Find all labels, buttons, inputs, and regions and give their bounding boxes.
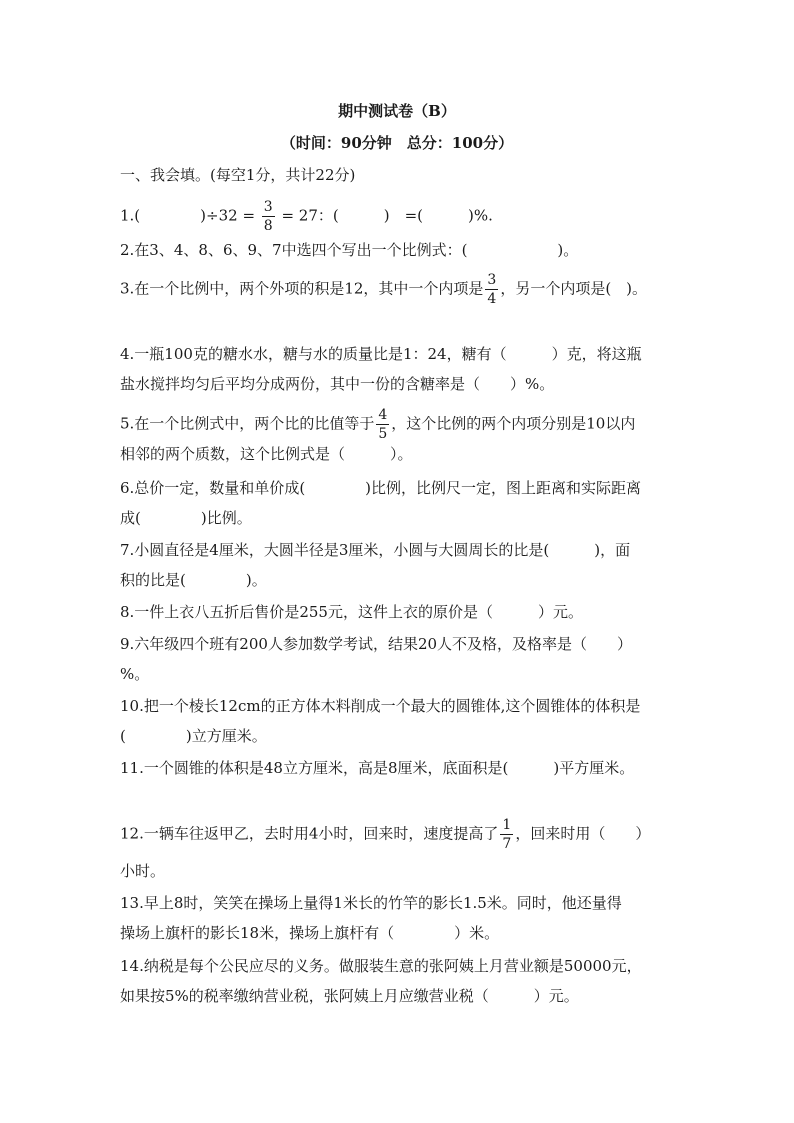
- question-14-line-2: 如果按5%的税率缴纳营业税，张阿姨上月应缴营业税（ ）元。: [120, 987, 579, 1005]
- question-7-line-2: 积的比是( )。: [120, 571, 267, 589]
- section-heading: 一、我会填。(每空1分，共计22分): [120, 166, 356, 184]
- question-12-post: ，回来时用（ ）: [515, 824, 651, 843]
- fraction-denominator: 7: [502, 836, 512, 852]
- question-1: [120, 200, 680, 233]
- question-13-line-1: 13.早上8时，笑笑在操场上量得1米长的竹竿的影长1.5米。同时，他还量得: [120, 894, 622, 912]
- question-2: 2.在3、4、8、6、9、7中选四个写出一个比例式：( )。: [120, 241, 579, 259]
- question-5-post: ，这个比例的两个内项分别是10以内: [391, 414, 636, 433]
- question-12-pre: 12.一辆车往返甲乙，去时用4小时，回来时，速度提高了: [120, 824, 499, 843]
- question-6-line-2: 成( )比例。: [120, 509, 252, 527]
- question-5-line-2: 相邻的两个质数，这个比例式是（ ）。: [120, 445, 413, 463]
- question-3-pre: 3.在一个比例中，两个外项的积是12，其中一个内项是: [120, 279, 484, 298]
- question-7-line-1: 7.小圆直径是4厘米，大圆半径是3厘米，小圆与大圆周长的比是( )，面: [120, 541, 631, 559]
- question-13-line-2: 操场上旗杆的影长18米，操场上旗杆有（ ）米。: [120, 924, 500, 942]
- exam-title: 期中测试卷（B）: [338, 102, 456, 120]
- question-3-post: ，另一个内项是( )。: [500, 279, 648, 298]
- question-5-line-1: [120, 408, 680, 441]
- question-1-pre: 1.( )÷32 =: [120, 206, 260, 225]
- question-10-line-1: 10.把一个棱长12cm的正方体木料削成一个最大的圆锥体,这个圆锥体的体积是: [120, 697, 641, 715]
- question-4-line-1: 4.一瓶100克的糖水水，糖与水的质量比是1：24，糖有（ ）克，将这瓶: [120, 345, 642, 363]
- question-12-line-1: [120, 818, 680, 851]
- question-3: [120, 273, 680, 306]
- question-8: 8.一件上衣八五折后售价是255元，这件上衣的原价是（ ）元。: [120, 603, 583, 621]
- exam-subtitle: （时间：90分钟 总分：100分）: [280, 134, 514, 152]
- question-6-line-1: 6.总价一定，数量和单价成( )比例，比例尺一定，图上距离和实际距离: [120, 479, 642, 497]
- question-1-post: = 27：( ) =( )%.: [276, 206, 493, 225]
- question-12-line-2: 小时。: [120, 862, 166, 880]
- fraction-numerator: 3: [263, 199, 273, 215]
- fraction-numerator: 3: [487, 272, 497, 288]
- fraction-1-7: [500, 818, 513, 851]
- fraction-denominator: 4: [487, 291, 497, 307]
- question-9-line-2: %。: [120, 665, 150, 683]
- question-9-line-1: 9.六年级四个班有200人参加数学考试，结果20人不及格，及格率是（ ）: [120, 635, 633, 653]
- fraction-denominator: 5: [378, 426, 388, 442]
- question-11: 11.一个圆锥的体积是48立方厘米，高是8厘米，底面积是( )平方厘米。: [120, 759, 635, 777]
- fraction-3-8: [262, 200, 275, 233]
- question-10-line-2: ( )立方厘米。: [120, 727, 267, 745]
- question-5-pre: 5.在一个比例式中，两个比的比值等于: [120, 414, 375, 433]
- fraction-numerator: 1: [502, 817, 512, 833]
- question-4-line-2: 盐水搅拌均匀后平均分成两份，其中一份的含糖率是（ ）%。: [120, 375, 555, 393]
- fraction-numerator: 4: [378, 407, 388, 423]
- question-14-line-1: 14.纳税是每个公民应尽的义务。做服装生意的张阿姨上月营业额是50000元，: [120, 957, 642, 975]
- fraction-denominator: 8: [263, 218, 273, 234]
- fraction-4-5: [376, 408, 389, 441]
- fraction-3-4: [485, 273, 498, 306]
